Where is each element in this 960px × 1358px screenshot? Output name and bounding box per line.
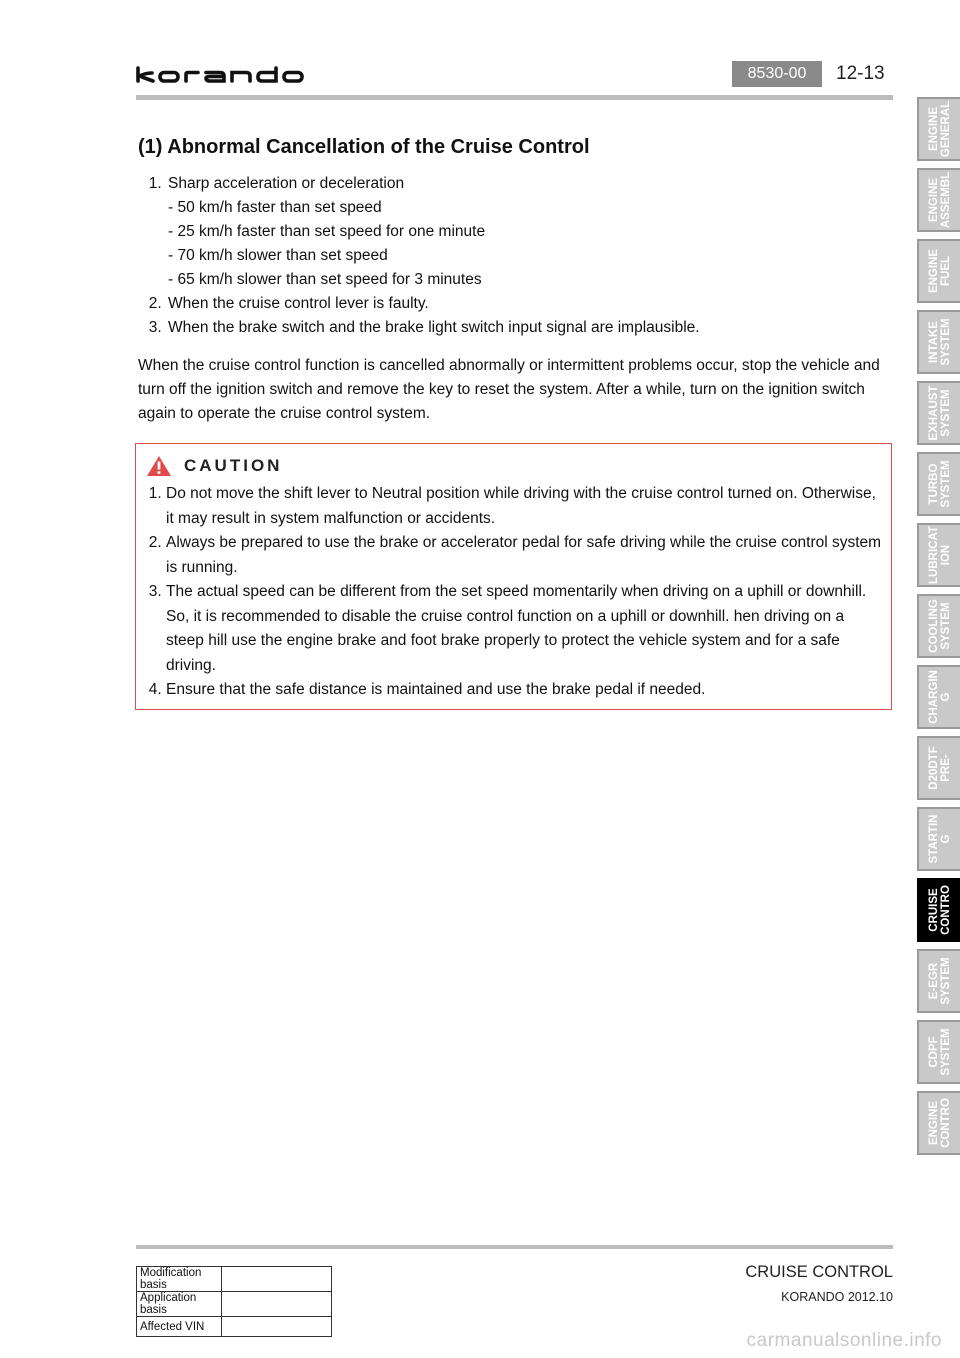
tab-label: ENGINE CONTRO (927, 1098, 952, 1148)
tab-label: CDPF SYSTEM (927, 1028, 952, 1076)
tab-engine-control[interactable] (917, 1091, 960, 1155)
list-item: 3. When the brake switch and the brake light switch input signal are implausible. (166, 316, 894, 340)
tab-label: ENGINE FUEL (927, 248, 952, 294)
caution-item: 3. The actual speed can be different from the set speed momentarily when driving on a uphill or downhill. So, it is recommended to disable the cruise control function on a uphill or downhill. hen driving on a steep hill use the engine brake and foot brake properly to protect the vehicle system and for a safe driving. (166, 580, 886, 678)
table-row (137, 1317, 332, 1337)
section-code-badge: 8530-00 (732, 61, 822, 87)
tab-label: ENGINE GENERAL (927, 100, 952, 158)
table-cell-value (222, 1317, 332, 1337)
tab-label: TURBO SYSTEM (927, 460, 952, 508)
section-title: (1) Abnormal Cancellation of the Cruise Control (138, 136, 590, 158)
chapter-tabs (917, 97, 960, 1162)
table-cell-label: Modification basis (137, 1267, 222, 1292)
caution-item: 2. Always be prepared to use the brake or accelerator pedal for safe driving while the cruise control system is running. (166, 531, 886, 580)
header-rule (136, 95, 893, 100)
caution-item: 4. Ensure that the safe distance is maintained and use the brake pedal if needed. (166, 678, 886, 703)
tab-charging[interactable] (917, 665, 960, 729)
tab-label: COOLING SYSTEM (927, 599, 952, 653)
tab-label: ENGINE ASSEMBL (927, 171, 952, 229)
tab-label: INTAKE SYSTEM (927, 318, 952, 366)
tab-label: CHARGIN G (927, 670, 952, 724)
tab-intake-system[interactable] (917, 310, 960, 374)
table-row (137, 1267, 332, 1292)
tab-label: D20DTF PRE- (927, 746, 952, 790)
main-content (138, 134, 894, 426)
page-number: 12-13 (836, 63, 885, 84)
table-cell-label: Affected VIN (137, 1317, 222, 1337)
table-cell-value (222, 1267, 332, 1292)
sub-list-item: - 25 km/h faster than set speed for one minute (168, 223, 486, 240)
tab-engine-general[interactable] (917, 97, 960, 161)
tab-label: CRUISE CONTRO (927, 885, 952, 935)
watermark: carmanualsonline.info (746, 1330, 942, 1351)
list-item: 2. When the cruise control lever is faulty. (166, 292, 894, 316)
cancellation-conditions-list (138, 172, 894, 340)
warning-triangle-icon (146, 455, 172, 477)
table-row (137, 1292, 332, 1317)
tab-cdpf-system[interactable] (917, 1020, 960, 1084)
modification-table (136, 1266, 332, 1337)
tab-e-egr-system[interactable] (917, 949, 960, 1013)
tab-starting[interactable] (917, 807, 960, 871)
tab-cooling-system[interactable] (917, 594, 960, 658)
tab-label: STARTIN G (927, 814, 952, 864)
sub-list-item: - 50 km/h faster than set speed (168, 199, 382, 216)
speed-conditions-sublist (168, 196, 894, 292)
caution-item: 1. Do not move the shift lever to Neutral position while driving with the cruise control turned on. Otherwise, it may result in system malfunction or accidents. (166, 482, 886, 531)
tab-lubrication[interactable] (917, 523, 960, 587)
tab-cruise-control[interactable] (917, 878, 960, 942)
footer-model-date: KORANDO 2012.10 (781, 1290, 893, 1304)
sub-list-item: - 65 km/h slower than set speed for 3 minutes (168, 271, 482, 288)
list-item (166, 172, 894, 292)
tab-turbo-system[interactable] (917, 452, 960, 516)
sub-list-item: - 70 km/h slower than set speed (168, 247, 388, 264)
tab-label: LUBRICAT ION (927, 526, 952, 584)
caution-header (146, 454, 282, 478)
tab-engine-assembly[interactable] (917, 168, 960, 232)
table-cell-value (222, 1292, 332, 1317)
reset-instructions-paragraph: When the cruise control function is cancelled abnormally or intermittent problems occur, stop the vehicle and turn off the ignition switch and remove the key to reset the system. After a while, turn on the ignition switch again to operate the cruise control system. (138, 357, 880, 422)
table-cell-label: Application basis (137, 1292, 222, 1317)
caution-label: CAUTION (184, 456, 283, 475)
tab-label: E-EGR SYSTEM (927, 957, 952, 1005)
tab-d20dtf-pre[interactable] (917, 736, 960, 800)
list-item-text: Sharp acceleration or deceleration (168, 175, 405, 192)
caution-box (135, 443, 892, 710)
tab-label: EXHAUST SYSTEM (927, 385, 952, 441)
footer-section-name: CRUISE CONTROL (745, 1263, 893, 1281)
caution-list (136, 482, 886, 703)
korando-logo (136, 66, 314, 84)
tab-engine-fuel[interactable] (917, 239, 960, 303)
tab-exhaust-system[interactable] (917, 381, 960, 445)
footer-rule (136, 1245, 893, 1249)
